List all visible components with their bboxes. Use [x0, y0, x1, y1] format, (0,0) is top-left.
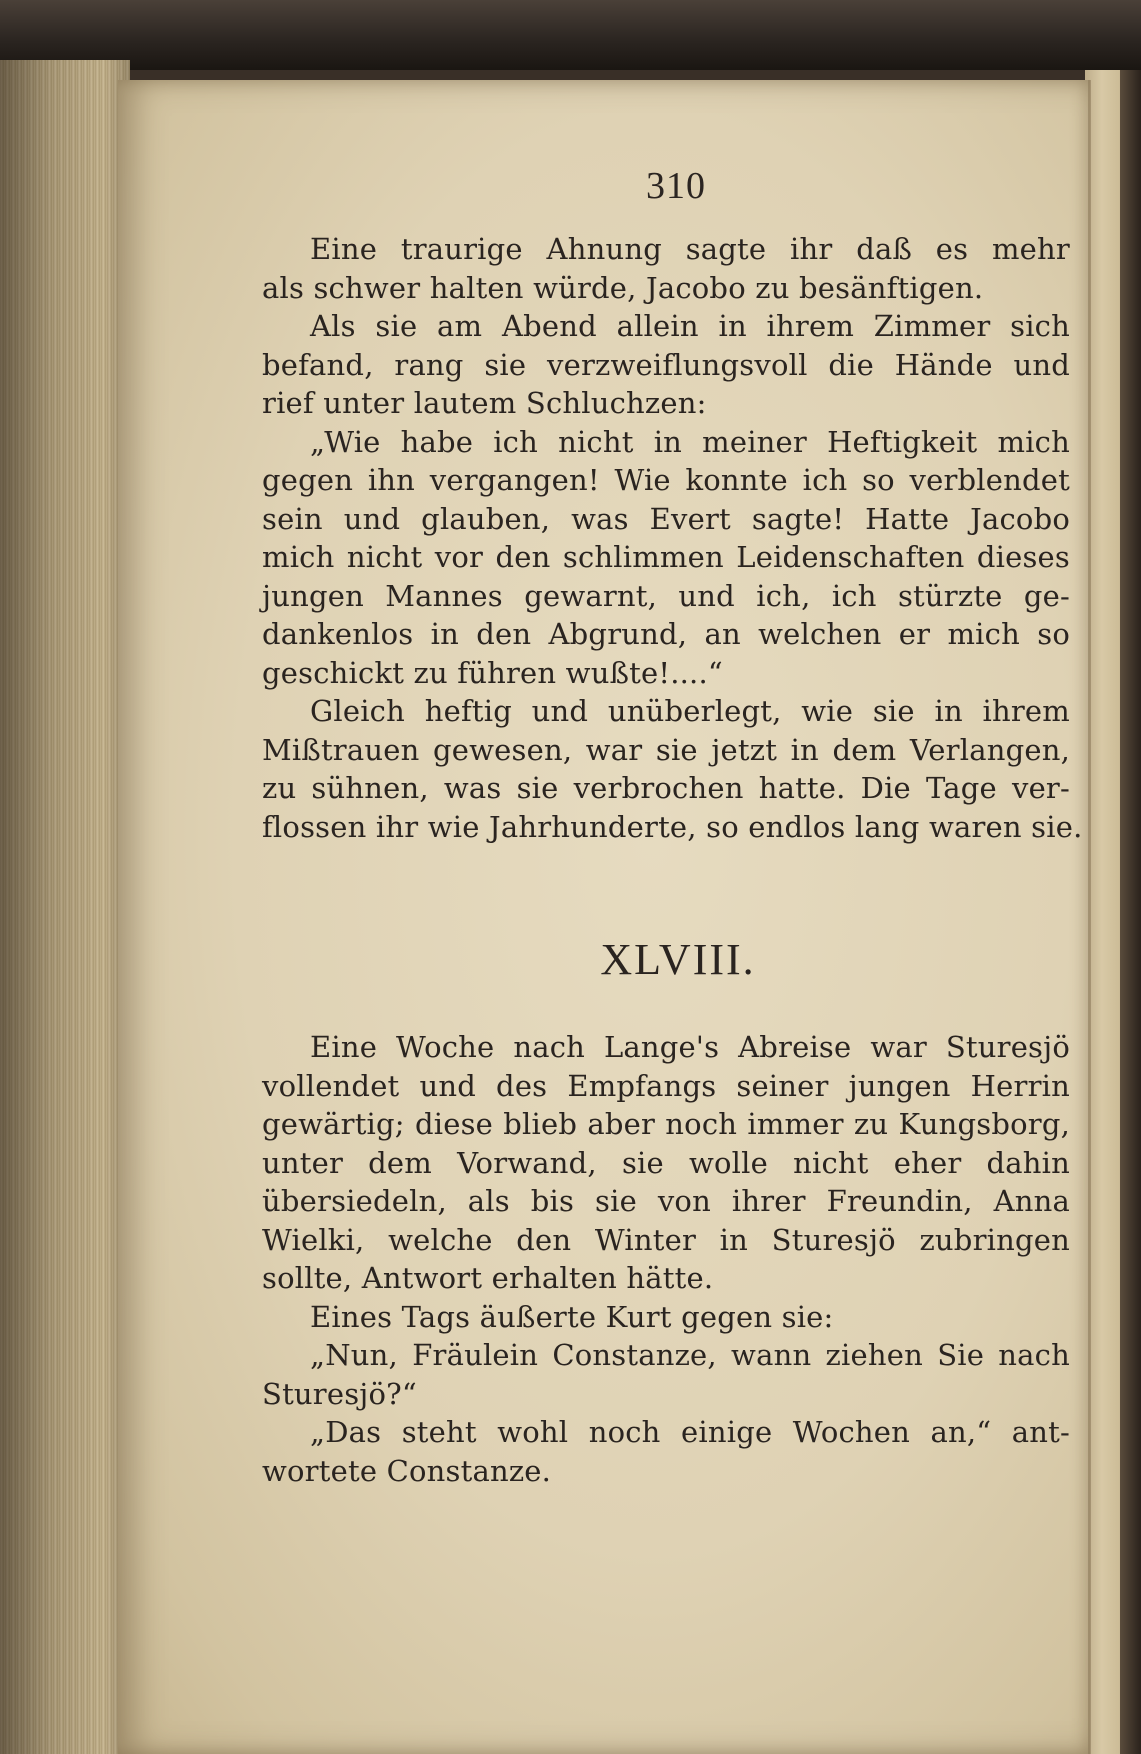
- text-line: „Wie habe ich nicht in meiner Heftigkeit mich: [310, 424, 1070, 459]
- chapter-heading: XLVIII.: [600, 935, 756, 984]
- page-stack-shadow: [0, 60, 130, 1754]
- text-line: übersiedeln, als bis sie von ihrer Freundin, Anna: [262, 1184, 1070, 1218]
- text-line: wortete Constanze.: [262, 1453, 552, 1488]
- paragraph: [262, 1413, 1070, 1490]
- text-line: sein und glauben, was Evert sagte! Hatte Jacobo: [262, 501, 1070, 536]
- text-line: mich nicht vor den schlimmen Leidenschaften dieses: [262, 540, 1070, 574]
- paragraph: [262, 423, 1070, 693]
- text-line: rief unter lautem Schluchzen:: [262, 386, 707, 420]
- text-line: Wielki, welche den Winter in Sturesjö zubringen: [262, 1222, 1070, 1257]
- paragraph: [262, 307, 1070, 423]
- text-line: geschickt zu führen wußte!....“: [262, 655, 723, 690]
- book-cover-edge: [0, 0, 1141, 70]
- text-line: zu sühnen, was sie verbrochen hatte. Die Tage ver-: [262, 771, 1070, 805]
- text-line: Als sie am Abend allein in ihrem Zimmer sich: [310, 309, 1070, 343]
- text-line: dankenlos in den Abgrund, an welchen er mich so: [262, 617, 1070, 651]
- paragraph: [262, 1336, 1070, 1413]
- text-line: gewärtig; diese blieb aber noch immer zu Kungsborg,: [262, 1107, 1070, 1141]
- book-binding-right: [1120, 70, 1141, 1754]
- text-line: flossen ihr wie Jahrhunderte, so endlos lang waren sie.: [262, 809, 1083, 844]
- text-line: Sturesjö?“: [262, 1376, 417, 1411]
- text-line: gegen ihn vergangen! Wie konnte ich so verblendet: [262, 463, 1070, 497]
- text-line: jungen Mannes gewarnt, und ich, ich stürzte ge-: [262, 578, 1070, 613]
- text-line: Eines Tags äußerte Kurt gegen sie:: [310, 1299, 834, 1334]
- text-line: unter dem Vorwand, sie wolle nicht eher dahin: [262, 1145, 1070, 1180]
- text-block-bottom: [262, 1028, 1070, 1490]
- text-line: „Das steht wohl noch einige Wochen an,“ ant-: [310, 1415, 1070, 1449]
- text-line: Eine traurige Ahnung sagte ihr daß es mehr: [310, 232, 1070, 266]
- text-block-top: [262, 230, 1083, 846]
- paragraph: [262, 1028, 1070, 1298]
- text-line: Mißtrauen gewesen, war sie jetzt in dem Verlangen,: [262, 732, 1070, 767]
- text-line: als schwer halten würde, Jacobo zu besänftigen.: [262, 270, 984, 305]
- text-line: sollte, Antwort erhalten hätte.: [262, 1261, 714, 1295]
- text-line: Eine Woche nach Lange's Abreise war Sturesjö: [310, 1030, 1070, 1064]
- page-fold-line: [1088, 80, 1091, 1754]
- paragraph: [262, 692, 1083, 846]
- paragraph: [262, 230, 1070, 307]
- text-line: „Nun, Fräulein Constanze, wann ziehen Sie nach: [310, 1338, 1070, 1372]
- page-number: 310: [646, 165, 706, 207]
- paragraph: [262, 1298, 1070, 1337]
- text-line: befand, rang sie verzweiflungsvoll die Hände und: [262, 347, 1070, 382]
- text-line: vollendet und des Empfangs seiner jungen Herrin: [262, 1068, 1070, 1103]
- text-line: Gleich heftig und unüberlegt, wie sie in ihrem: [310, 694, 1070, 728]
